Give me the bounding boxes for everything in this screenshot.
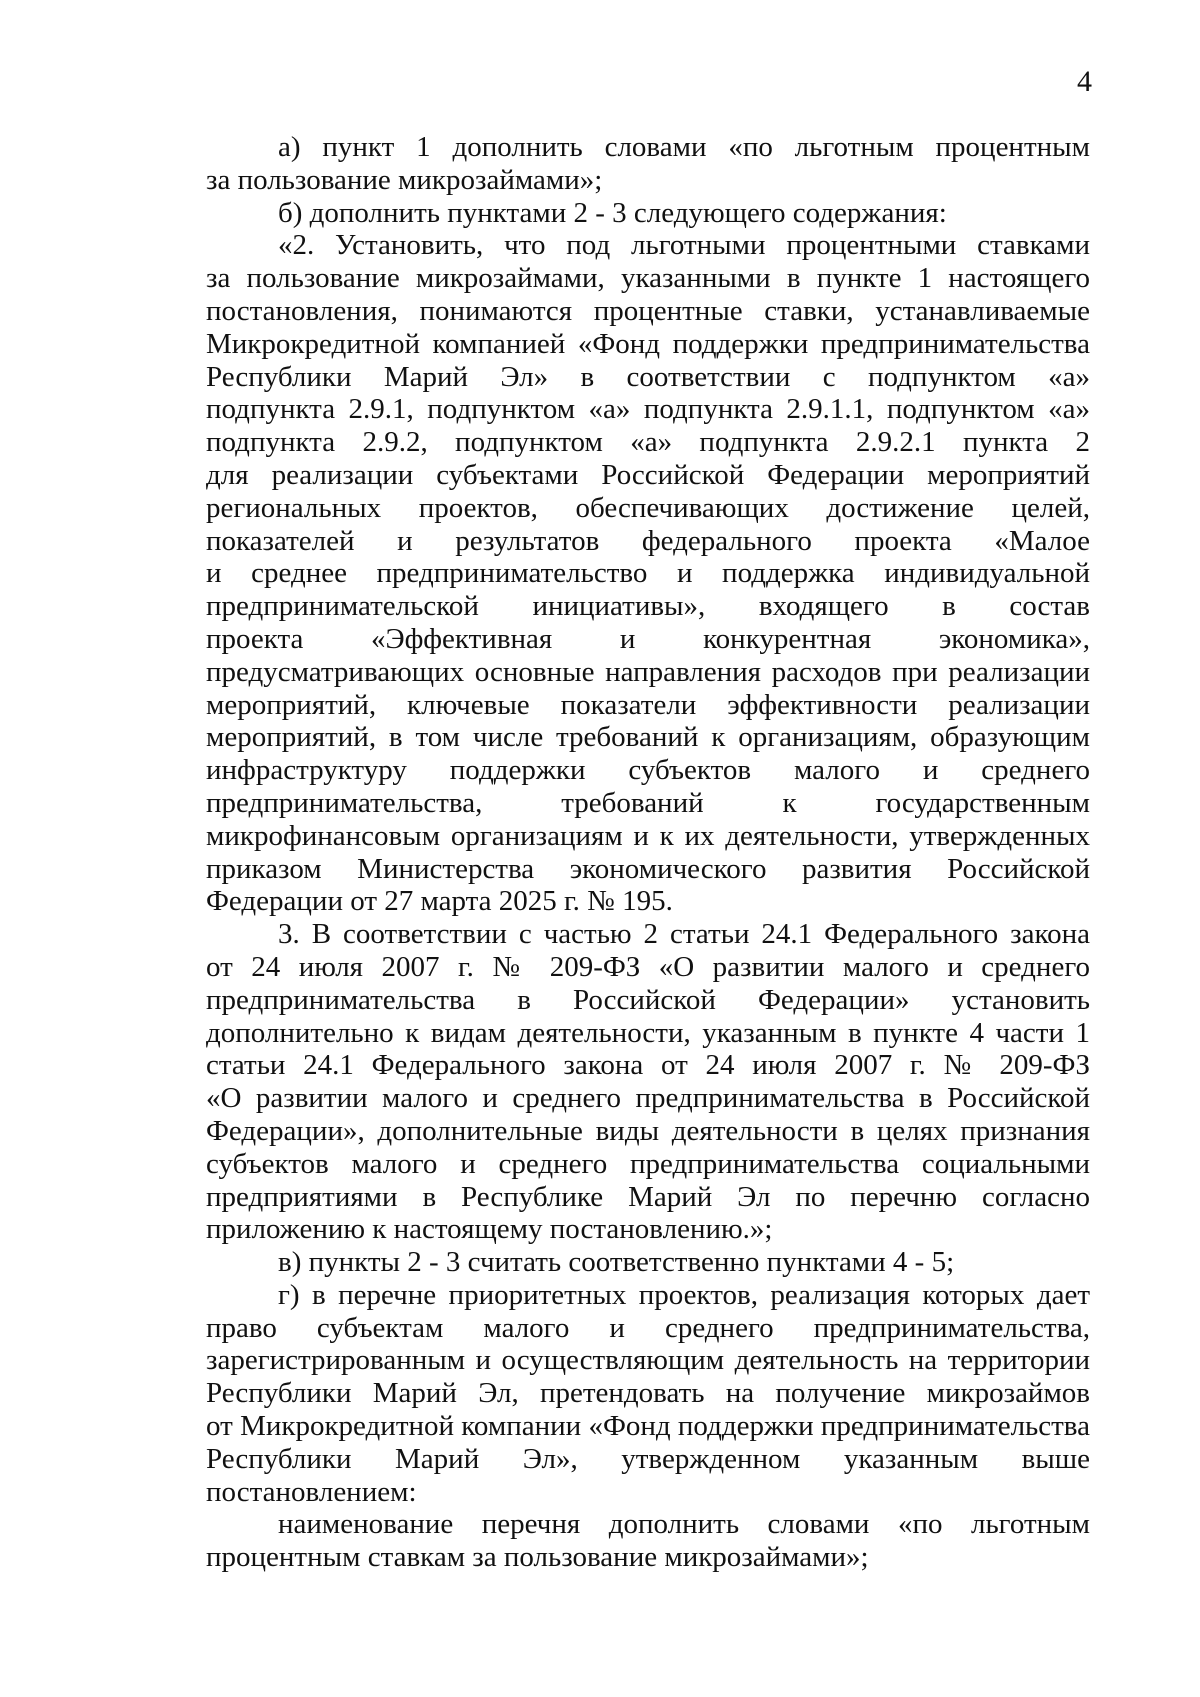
text-line: право субъектам малого и среднего предпринимательства, (206, 1311, 1090, 1344)
text-line: Микрокредитной компанией «Фонд поддержки предпринимательства (206, 327, 1090, 360)
text-line: в) пункты 2 - 3 считать соответственно пунктами 4 - 5; (278, 1246, 955, 1279)
text-line: показателей и результатов федерального проекта «Малое (206, 524, 1090, 557)
text-line: предпринимательства в Российской Федерации» установить (206, 983, 1090, 1016)
text-line: статьи 24.1 Федерального закона от 24 июля 2007 г. № 209-ФЗ (206, 1049, 1090, 1082)
text-line: Республики Марий Эл» в соответствии с подпунктом «а» (206, 360, 1090, 393)
text-line: и среднее предпринимательство и поддержка индивидуальной (206, 557, 1090, 590)
text-line: наименование перечня дополнить словами «по льготным (278, 1508, 1090, 1541)
text-line: г) в перечне приоритетных проектов, реализация которых дает (278, 1278, 1090, 1311)
text-line: б) дополнить пунктами 2 - 3 следующего содержания: (278, 196, 947, 229)
text-line: за пользование микрозаймами»; (206, 163, 603, 196)
text-line: постановлением: (206, 1475, 417, 1508)
text-line: подпункта 2.9.1, подпунктом «а» подпункта 2.9.1.1, подпунктом «а» (206, 393, 1090, 426)
text-line: предпринимательства, требований к государственным (206, 786, 1090, 819)
text-line: 3. В соответствии с частью 2 статьи 24.1 Федерального закона (278, 918, 1090, 951)
text-line: для реализации субъектами Российской Федерации мероприятий (206, 458, 1090, 491)
text-line: региональных проектов, обеспечивающих достижение целей, (206, 491, 1090, 524)
text-line: от 24 июля 2007 г. № 209-ФЗ «О развитии малого и среднего (206, 950, 1090, 983)
text-line: Республики Марий Эл», утвержденном указанным выше (206, 1442, 1090, 1475)
page-number: 4 (1077, 65, 1092, 98)
text-line: инфраструктуру поддержки субъектов малого и среднего (206, 754, 1090, 787)
text-line: предпринимательской инициативы», входящего в состав (206, 590, 1090, 623)
text-line: дополнительно к видам деятельности, указанным в пункте 4 части 1 (206, 1016, 1090, 1049)
text-line: за пользование микрозаймами, указанными в пункте 1 настоящего (206, 262, 1090, 295)
text-line: приложению к настоящему постановлению.»; (206, 1213, 773, 1246)
text-line: зарегистрированным и осуществляющим деятельность на территории (206, 1344, 1090, 1377)
text-line: Федерации от 27 марта 2025 г. № 195. (206, 885, 673, 918)
text-line: мероприятий, ключевые показатели эффективности реализации (206, 688, 1090, 721)
text-line: «О развитии малого и среднего предпринимательства в Российской (206, 1082, 1090, 1115)
text-line: мероприятий, в том числе требований к организациям, образующим (206, 721, 1090, 754)
text-line: «2. Установить, что под льготными процентными ставками (278, 229, 1090, 262)
text-line: предприятиями в Республике Марий Эл по перечню согласно (206, 1180, 1090, 1213)
text-line: предусматривающих основные направления расходов при реализации (206, 655, 1090, 688)
document-body (206, 131, 1090, 1574)
text-line: подпункта 2.9.2, подпунктом «а» подпункта 2.9.2.1 пункта 2 (206, 426, 1090, 459)
text-line: процентным ставкам за пользование микрозаймами»; (206, 1541, 869, 1574)
text-line: от Микрокредитной компании «Фонд поддержки предпринимательства (206, 1410, 1090, 1443)
text-line: а) пункт 1 дополнить словами «по льготным процентным (278, 131, 1090, 163)
text-line: субъектов малого и среднего предпринимательства социальными (206, 1147, 1090, 1180)
text-line: постановления, понимаются процентные ставки, устанавливаемые (206, 294, 1090, 327)
text-line: микрофинансовым организациям и к их деятельности, утвержденных (206, 819, 1090, 852)
text-line: Республики Марий Эл, претендовать на получение микрозаймов (206, 1377, 1090, 1410)
text-line: приказом Министерства экономического развития Российской (206, 852, 1090, 885)
text-line: проекта «Эффективная и конкурентная экономика», (206, 622, 1090, 655)
text-line: Федерации», дополнительные виды деятельности в целях признания (206, 1114, 1090, 1147)
